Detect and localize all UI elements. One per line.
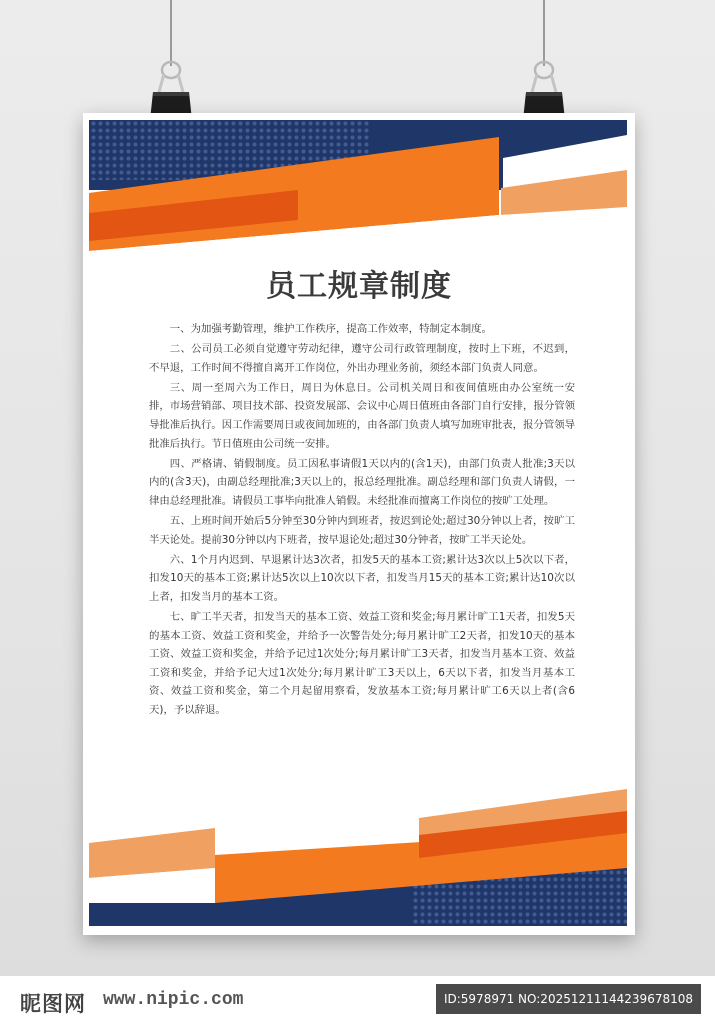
regulation-body <box>149 320 575 721</box>
regulation-paragraph: 七、旷工半天者，扣发当天的基本工资、效益工资和奖金;每月累计旷工1天者，扣发5天的基本工资、效益工资和奖金，并给予一次警告处分;每月累计旷工2天者，扣发10天的基本工资、效益工资和奖金，并给予记过1次处分;每月累计旷工3天者，扣发当月基本工资、效益工资和奖金，并给予记大过1次处分;每月累计旷工3天以上，6天以下者，扣发当月基本工资、效益工资和奖金，第二个月起留用察看，发放基本工资;每月累计旷工6天以上者(含6天)，予以辞退。 <box>149 610 575 716</box>
regulation-paragraph: 四、严格请、销假制度。员工因私事请假1天以内的(含1天)，由部门负责人批准;3天以内的(含3天)，由副总经理批准;3天以上的，报总经理批准。副总经理和部门负责人请假，一律由总经理批准。请假员工事毕向批准人销假。未经批准而擅离工作岗位的按旷工处理。 <box>149 457 575 507</box>
bottom-decoration <box>89 789 627 926</box>
poster <box>83 113 635 935</box>
watermark-id: ID:5978971 NO:20251211144239678108 <box>436 984 701 1014</box>
hanging-wire-right <box>543 0 545 66</box>
top-decoration <box>89 120 627 263</box>
hanging-wire-left <box>170 0 172 66</box>
regulation-paragraph: 六、1个月内迟到、早退累计达3次者，扣发5天的基本工资;累计达3次以上5次以下者，扣发10天的基本工资;累计达5次以上10次以下者，扣发当月15天的基本工资;累计达10次以上者，扣发当月的基本工资。 <box>149 553 575 603</box>
regulation-paragraph: 三、周一至周六为工作日，周日为休息日。公司机关周日和夜间值班由办公室统一安排，市场营销部、项目技术部、投资发展部、会议中心周日值班由各部门自行安排，报分管领导批准后执行。因工作需要周日或夜间加班的，由各部门负责人填写加班审批表，报分管领导批准后执行。节日值班由公司统一安排。 <box>149 381 576 450</box>
watermark-bar <box>0 976 715 1024</box>
regulation-paragraph: 五、上班时间开始后5分钟至30分钟内到班者，按迟到论处;超过30分钟以上者，按旷工半天论处。提前30分钟以内下班者，按早退论处;超过30分钟者，按旷工半天论处。 <box>149 514 575 546</box>
watermark-logo: 昵图网 <box>20 992 86 1016</box>
watermark-site: www.nipic.com <box>103 990 244 1010</box>
regulation-paragraph: 一、为加强考勤管理，维护工作秩序，提高工作效率，特制定本制度。 <box>169 323 492 335</box>
regulation-paragraph: 二、公司员工必须自觉遵守劳动纪律，遵守公司行政管理制度，按时上下班，不迟到，不早退，工作时间不得擅自离开工作岗位，外出办理业务前，须经本部门负责人同意。 <box>149 343 575 374</box>
page-title: 员工规章制度 <box>266 269 452 304</box>
